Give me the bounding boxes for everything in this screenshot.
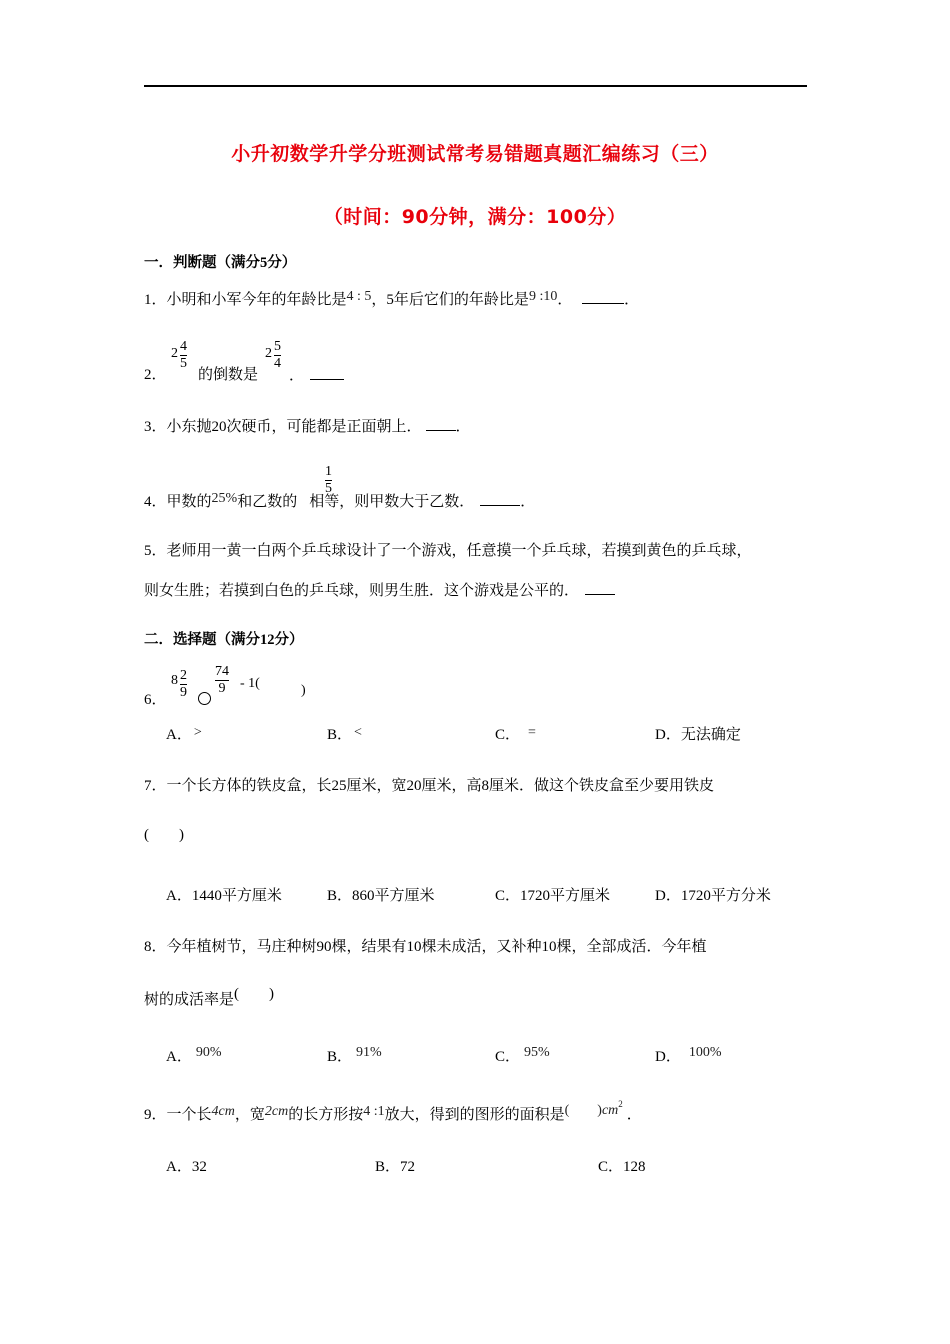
- q8-number: 8．: [144, 939, 167, 955]
- q6-numerator-2: 74: [215, 664, 229, 679]
- q6-mixed-fraction: [171, 668, 187, 701]
- q2-whole-2: 2: [265, 345, 272, 361]
- q9-number: 9．: [144, 1107, 167, 1123]
- q9-text-c: 的长方形按: [288, 1107, 364, 1123]
- q2-denominator-1: 5: [180, 356, 187, 371]
- q2-text-a: 的倒数是: [198, 367, 259, 383]
- q8-option-c-value: 95%: [524, 1045, 550, 1060]
- question-5-line-2: [144, 580, 615, 601]
- q6-paren-close: ): [301, 683, 306, 698]
- q6-tail: - 1(: [240, 676, 260, 691]
- q4-number: 4．: [144, 494, 167, 510]
- q7-text-line-1: 一个长方体的铁皮盒，长25厘米，宽20厘米，高8厘米．做这个铁皮盒至少要用铁皮: [166, 778, 715, 794]
- q6-compare-circle[interactable]: [198, 690, 211, 707]
- q2-fraction-2: [274, 339, 281, 372]
- question-1: 1．小明和小军今年的年龄比是4 : 5，5年后它们的年龄比是9 :10． ．: [144, 289, 640, 308]
- q9-answer-paren[interactable]: ( ): [564, 1103, 602, 1118]
- page-subtitle: （时间：90分钟，满分：100分）: [323, 206, 627, 228]
- q6-option-d-value: 无法确定: [680, 727, 741, 743]
- q7-option-a[interactable]: A．1440平方厘米: [166, 888, 282, 904]
- q9-text-d: 放大，得到的图形的面积是: [384, 1107, 565, 1123]
- q1-text-a: 小明和小军今年的年龄比是: [166, 292, 347, 308]
- q8-option-c-label: C．: [495, 1049, 521, 1065]
- q9-end: ．: [626, 1107, 642, 1123]
- q6-fraction-2-wrap: [215, 664, 229, 697]
- q2-whole-1: 2: [171, 345, 178, 361]
- q9-width: 2cm: [264, 1104, 289, 1119]
- q2-tail: [289, 365, 344, 386]
- q6-whole: 8: [171, 672, 178, 688]
- q7-option-c[interactable]: C．1720平方厘米: [495, 888, 611, 904]
- question-9: [144, 1099, 642, 1126]
- q1-answer-blank[interactable]: [582, 289, 624, 304]
- q9-unit-exponent: 2: [618, 1099, 623, 1109]
- q1-number: 1．: [144, 292, 167, 308]
- q8-option-d[interactable]: [655, 1047, 722, 1068]
- q2-numerator-2: 5: [274, 339, 281, 354]
- q9-text-b: ，宽: [234, 1107, 265, 1123]
- q4-answer-blank[interactable]: [480, 491, 520, 506]
- page-title: 小升初数学升学分班测试常考易错题真题汇编练习（三）: [231, 143, 719, 165]
- q8-text-line-1: 今年植树节，马庄种树90棵，结果有10棵未成活，又补种10棵，全部成活．今年植: [166, 939, 707, 955]
- q4-fraction-body: [325, 464, 332, 497]
- q8-option-d-value: 100%: [688, 1045, 722, 1060]
- q9-option-a[interactable]: A．32: [166, 1159, 207, 1175]
- question-7-line-1: [144, 776, 714, 796]
- question-3: 3．小东抛20次硬币，可能都是正面朝上． ．: [144, 416, 471, 437]
- q8-option-a[interactable]: [166, 1047, 222, 1068]
- q4-text-b: 和乙数的: [237, 494, 298, 510]
- q2-numerator-1: 4: [180, 339, 187, 354]
- q5-text-line-2: 则女生胜；若摸到白色的乒乓球，则男生胜．这个游戏是公平的．: [144, 583, 580, 599]
- q1-ratio-1: 4 : 5: [346, 289, 372, 304]
- question-6: [144, 690, 167, 710]
- section-heading-judgement: 一．判断题（满分5分）: [144, 255, 297, 271]
- q6-denominator-1: 9: [180, 685, 187, 700]
- q9-option-b[interactable]: B．72: [375, 1159, 416, 1175]
- q7-answer-paren[interactable]: ( ): [144, 827, 184, 843]
- q6-numerator-1: 2: [180, 668, 187, 683]
- q9-unit: cm: [601, 1103, 619, 1118]
- top-rule: [144, 85, 807, 87]
- q6-option-b-label: B．: [327, 727, 353, 743]
- question-8-line-1: [144, 937, 707, 957]
- q6-fraction-2: [215, 664, 229, 697]
- q9-ratio: 4 :1: [363, 1104, 385, 1119]
- q6-denominator-2: 9: [215, 680, 229, 697]
- q8-option-b-value: 91%: [356, 1045, 382, 1060]
- q1-ratio-2: 9 :10: [528, 289, 558, 304]
- q4-denominator: 5: [325, 481, 332, 496]
- q8-option-a-value: 90%: [195, 1045, 222, 1060]
- q2-fraction-1: [180, 339, 187, 372]
- q6-option-c[interactable]: [495, 725, 536, 746]
- q7-option-b[interactable]: B．860平方厘米: [327, 888, 435, 904]
- section-heading-choice: 二．选择题（满分12分）: [144, 632, 304, 648]
- q8-option-d-label: D．: [655, 1049, 681, 1065]
- q9-option-c[interactable]: C．128: [598, 1159, 646, 1175]
- q6-number: 6．: [144, 692, 167, 708]
- question-4: 4．甲数的25%和乙数的 相等，则甲数大于乙数． ．: [144, 491, 536, 510]
- q5-number: 5．: [144, 543, 167, 559]
- q6-option-a-label: A．: [166, 727, 192, 743]
- q6-option-c-label: C．: [495, 727, 521, 743]
- question-8-line-2: [144, 986, 275, 1010]
- q7-number: 7．: [144, 778, 167, 794]
- q8-option-b-label: B．: [327, 1049, 353, 1065]
- q3-answer-blank[interactable]: [426, 416, 456, 431]
- q6-option-d[interactable]: [655, 725, 741, 745]
- question-2: [144, 365, 167, 385]
- q8-answer-paren[interactable]: ( ): [234, 986, 275, 1002]
- q2-denominator-2: 4: [274, 356, 281, 371]
- q2-answer-blank[interactable]: [310, 365, 344, 380]
- q4-percent: 25%: [211, 491, 238, 506]
- q6-option-d-label: D．: [655, 727, 681, 743]
- q6-option-a-value: >: [193, 725, 202, 740]
- q9-text-a: 一个长: [166, 1107, 212, 1123]
- q8-text-line-2: 树的成活率是: [144, 992, 235, 1008]
- q4-text-c: 相等，则甲数大于乙数．: [309, 494, 475, 510]
- q6-option-c-value: =: [528, 725, 536, 740]
- q9-length: 4cm: [211, 1104, 235, 1119]
- q2-mixed-fraction-2: [265, 339, 281, 372]
- q3-text: 小东抛20次硬币，可能都是正面朝上．: [166, 419, 422, 435]
- q8-option-b[interactable]: [327, 1047, 382, 1068]
- q5-answer-blank[interactable]: [585, 580, 615, 595]
- q4-fraction: [325, 464, 332, 497]
- q7-option-d[interactable]: D．1720平方分米: [655, 888, 771, 904]
- q3-number: 3．: [144, 419, 167, 435]
- q6-fraction-1: [180, 668, 187, 701]
- q4-text-a: 甲数的: [166, 494, 212, 510]
- q2-number-label: 2．: [144, 367, 167, 383]
- q2-text-b: ．: [289, 368, 305, 384]
- q1-text-b: ，5年后它们的年龄比是: [371, 292, 529, 308]
- q4-numerator: 1: [325, 464, 332, 479]
- q8-option-c[interactable]: [495, 1047, 550, 1068]
- question-5-line-1: [144, 541, 752, 561]
- q2-mixed-fraction-1: [171, 339, 187, 372]
- q8-option-a-label: A．: [166, 1049, 192, 1065]
- q5-text-line-1: 老师用一黄一白两个乒乓球设计了一个游戏，任意摸一个乒乓球，若摸到黄色的乒乓球，: [166, 543, 752, 559]
- q1-text-c: ．: [557, 292, 573, 308]
- q6-option-b-value: <: [354, 725, 362, 740]
- q6-option-a[interactable]: [166, 725, 202, 746]
- q6-option-b[interactable]: [327, 725, 362, 746]
